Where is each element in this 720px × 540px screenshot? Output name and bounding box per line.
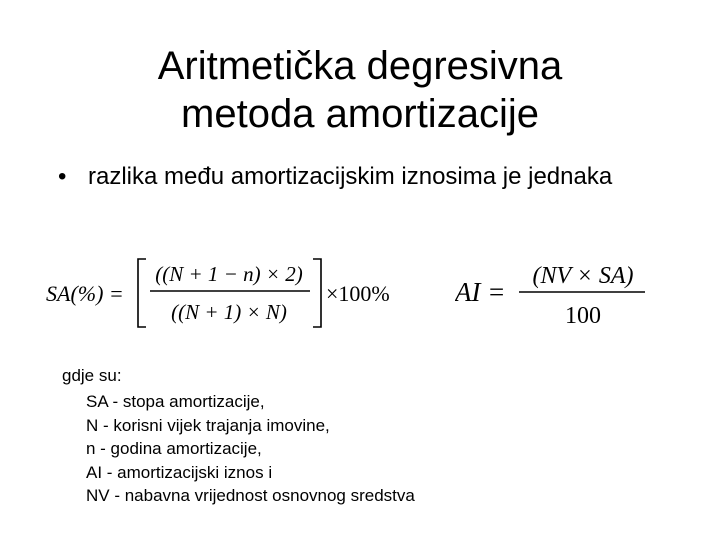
formula-sa-numerator: ((N + 1 − n) × 2)	[155, 262, 303, 286]
definitions-heading: gdje su:	[62, 366, 122, 385]
formula-sa-denominator: ((N + 1) × N)	[171, 300, 287, 324]
title-line-2: metoda amortizacije	[181, 92, 539, 136]
definition-item: SA - stopa amortizacije,	[86, 392, 265, 411]
formula-ai-lhs: AI =	[455, 277, 506, 307]
formula-ai	[455, 253, 655, 333]
left-bracket-icon	[138, 259, 146, 327]
definition-item: n - godina amortizacije,	[86, 439, 262, 458]
slide-title	[100, 42, 620, 138]
bullet-dot-icon: •	[58, 163, 67, 190]
formula-ai-numerator: (NV × SA)	[532, 263, 634, 289]
right-bracket-icon	[313, 259, 321, 327]
definitions	[64, 364, 415, 508]
formula-sa-lhs: SA(%) =	[46, 281, 124, 306]
definition-item: N - korisni vijek trajanja imovine,	[86, 415, 330, 435]
bullet-text: razlika među amortizacijskim iznosima je jednaka	[88, 163, 613, 190]
formula-ai-denominator: 100	[565, 303, 601, 329]
bullet-point	[58, 162, 668, 192]
definition-item: AI - amortizacijski iznos i	[86, 462, 273, 482]
title-line-1: Aritmetička degresivna	[157, 44, 563, 88]
definitions-list	[86, 390, 415, 508]
formula-sa	[46, 253, 416, 333]
formula-sa-multiplier: ×100%	[326, 281, 390, 306]
definition-item: NV - nabavna vrijednost osnovnog sredstva	[86, 486, 415, 505]
